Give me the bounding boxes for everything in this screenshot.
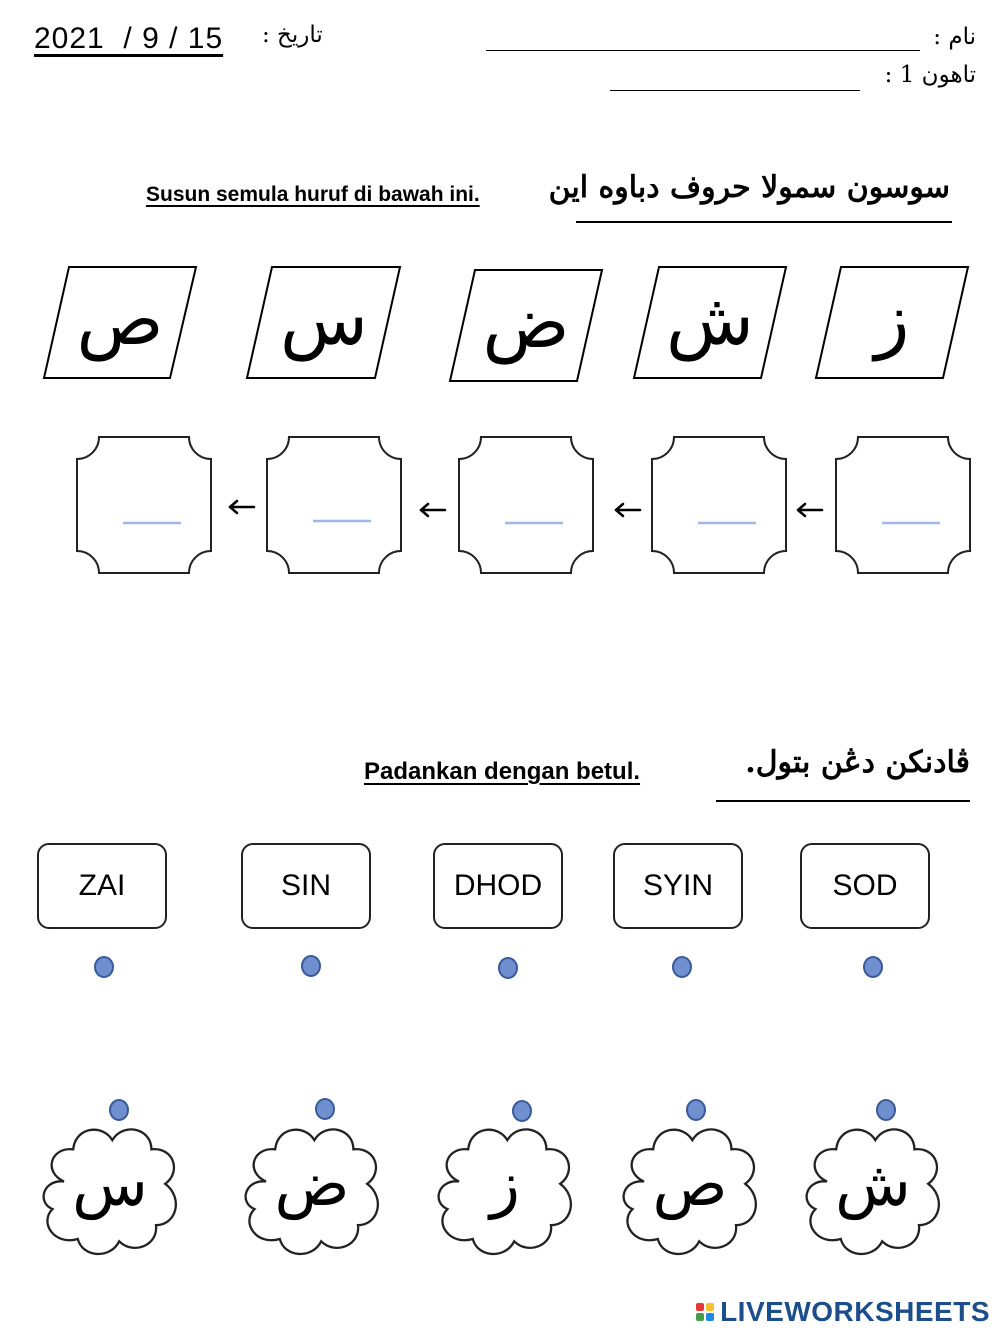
name-input-line[interactable] (486, 50, 920, 51)
answer-box-1[interactable] (77, 437, 211, 573)
match-dot-bottom-4[interactable] (687, 1100, 705, 1120)
date-label: تاريخ : (262, 22, 323, 48)
footer-brand[interactable] (696, 1296, 990, 1328)
match-dot-top-2[interactable] (302, 956, 320, 976)
answer-box-4[interactable] (652, 437, 786, 573)
match-dot-bottom-3[interactable] (513, 1101, 531, 1121)
section2-title-malay: Padankan dengan betul. (364, 758, 641, 785)
match-name-syin[interactable]: SYIN (613, 843, 743, 929)
liveworksheets-logo-icon (696, 1303, 714, 1321)
answer-box-5[interactable] (836, 437, 970, 573)
answer-box-3[interactable] (459, 437, 593, 573)
card-letter-2: س (280, 277, 368, 361)
match-dot-bottom-5[interactable] (877, 1100, 895, 1120)
match-dot-top-1[interactable] (95, 957, 113, 977)
arrow-left-icon (230, 501, 254, 513)
match-dot-bottom-2[interactable] (316, 1099, 334, 1119)
cloud-letter-3[interactable]: ز (490, 1147, 520, 1220)
answer-boxes (0, 425, 1000, 585)
section2-title-jawi: ڤادنكن دڠن بتول. (745, 745, 970, 780)
name-label: نام : (933, 24, 976, 50)
card-letter-5: ز (874, 277, 910, 361)
year-label: تاهون 1 : (884, 62, 976, 88)
match-area (0, 940, 1000, 1270)
match-dot-top-5[interactable] (864, 957, 882, 977)
arrow-left-icon (798, 504, 822, 516)
card-letter-3: ض (482, 280, 570, 364)
match-name-sin[interactable]: SIN (241, 843, 371, 929)
date-value: 2021 / 9 / 15 (34, 22, 224, 55)
section1-title-jawi: سوسون سمولا حروف دباوه اين (548, 170, 950, 205)
section1-title-malay: Susun semula huruf di bawah ini. (146, 183, 480, 206)
match-dot-top-3[interactable] (499, 958, 517, 978)
match-dot-bottom-1[interactable] (110, 1100, 128, 1120)
card-letter-1: ص (76, 277, 164, 361)
section1-title-underline (576, 221, 952, 223)
footer-brand-text: LIVEWORKSHEETS (720, 1296, 990, 1327)
cloud-letter-5[interactable]: ش (835, 1147, 911, 1220)
cloud-letter-1[interactable]: س (72, 1147, 148, 1220)
match-dot-top-4[interactable] (673, 957, 691, 977)
arrow-left-icon (616, 504, 640, 516)
year-input-line[interactable] (610, 90, 860, 91)
card-letter-4: ش (666, 277, 754, 361)
answer-box-2[interactable] (267, 437, 401, 573)
match-name-sod[interactable]: SOD (800, 843, 930, 929)
match-name-zai[interactable]: ZAI (37, 843, 167, 929)
cloud-letter-4[interactable]: ص (652, 1147, 728, 1220)
match-name-dhod[interactable]: DHOD (433, 843, 563, 929)
arrow-left-icon (421, 504, 445, 516)
cloud-letter-2[interactable]: ض (274, 1147, 350, 1220)
section2-title-underline (716, 800, 970, 802)
